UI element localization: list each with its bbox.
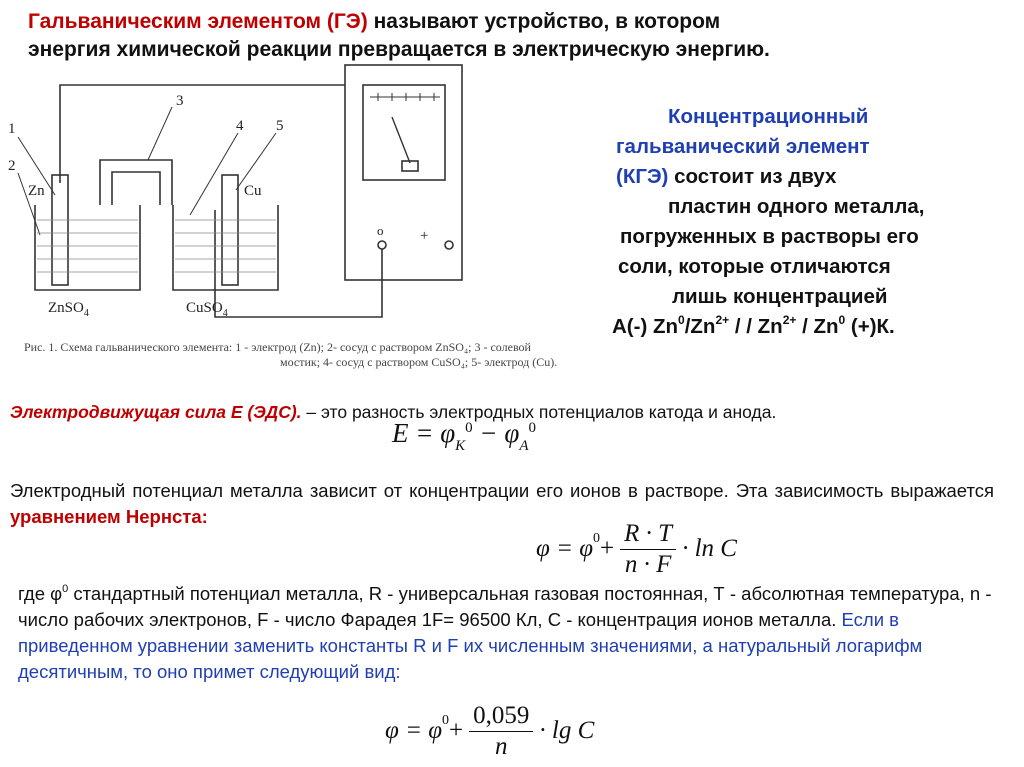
caption-line1: Рис. 1. Схема гальванического элемента: 1 - электрод (Zn); 2- сосуд с раствором ZnSO₄; 3 - солевой	[24, 340, 531, 354]
kge-scheme: А(-) $Zn^0/Zn^{2+}$ / / $Zn^{2+} / Zn^0$ (+)К.	[612, 313, 895, 338]
figure-caption	[24, 340, 557, 370]
label-cuso4: CuSO$_4$	[186, 300, 228, 319]
kge-line4: пластин одного металла,	[668, 195, 925, 218]
nernst2-numerator: 0,059	[469, 701, 533, 732]
kge-line1: Концентрационный	[668, 105, 869, 128]
nernst-formula-decimal: φ = φ 0 + $\frac{0,059}{n}$ · lg C	[385, 701, 595, 760]
emf-term: Электродвижущая сила Е (ЭДС).	[10, 402, 302, 422]
terminal-plus: +	[420, 228, 429, 244]
explanation-blue: Если в приведенном уравнении заменить константы R и F их численным значениями, а натуральный логарифм десятичным, то оно примет следующий вид:	[18, 609, 923, 682]
emf-rest: – это разность электродных потенциалов катода и анода.	[301, 402, 777, 422]
label-cu: Cu	[244, 183, 262, 199]
caption-line2: мостик; 4- сосуд с раствором CuSO₄; 5- электрод (Cu).	[280, 355, 558, 369]
label-2: 2	[8, 158, 16, 174]
nernst-denominator: n · F	[624, 550, 672, 578]
label-3: 3	[176, 93, 184, 109]
label-5: 5	[276, 118, 284, 134]
kge-line2: гальванический элемент	[616, 135, 870, 158]
title-term: Гальваническим элементом (ГЭ)	[28, 10, 368, 33]
kge-line5: погруженных в растворы его	[620, 225, 919, 248]
explanation-text: где $\varphi^0$ стандартный потенциал металла, R - универсальная газовая постоянная, Т - абсолютная температура, n - число рабочих электронов, F - число Фарадея 1F= 96500 Кл, С - концентрация ионов металла. Если в приведенном уравнении заменить константы R и F их численным значениями, а натуральный логарифм десятичным, то оно примет следующий вид:	[18, 583, 992, 682]
title-rest: называют устройство, в котором	[367, 10, 721, 33]
kge-definition	[612, 102, 1017, 342]
label-4: 4	[236, 118, 244, 134]
kge-line3: (КГЭ) состоит из двух	[616, 165, 837, 188]
label-zn: Zn	[28, 183, 45, 199]
label-1: 1	[8, 121, 16, 137]
title-line2: энергия химической реакции превращается в электрическую энергию.	[28, 38, 770, 61]
terminal-minus: o	[377, 223, 384, 238]
kge-line7: лишь концентрацией	[672, 285, 888, 308]
nernst2-denominator: n	[495, 732, 508, 760]
label-znso4: ZnSO$_4$	[48, 300, 89, 319]
galvanic-cell-diagram	[0, 55, 610, 380]
voltmeter-dial	[363, 85, 445, 180]
emf-formula: $E = \varphi_K^0 - \varphi_A^0$	[392, 418, 537, 454]
nernst-numerator: R · T	[620, 519, 676, 550]
nernst-formula: φ = φ 0 + $\frac{R \cdot T}{n \cdot F}$ · ln C	[536, 519, 737, 578]
nernst-text: Электродный потенциал металла зависит от концентрации его ионов в растворе. Эта зависимость выражается уравнением Нернста:	[10, 480, 994, 527]
kge-line6: соли, которые отличаются	[618, 255, 891, 278]
